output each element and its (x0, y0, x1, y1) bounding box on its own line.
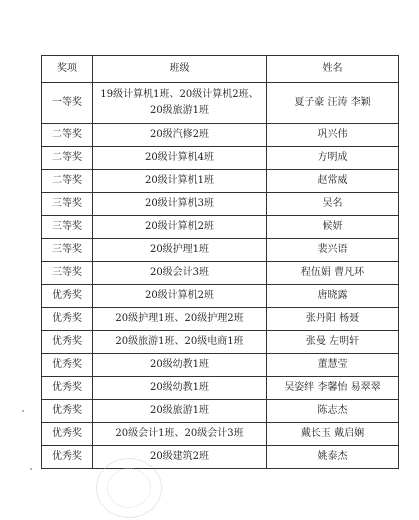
award-cell: 三等奖 (42, 193, 93, 216)
table-row (42, 239, 399, 262)
award-cell: 三等奖 (42, 239, 93, 262)
award-cell: 优秀奖 (42, 354, 93, 377)
award-cell: 二等奖 (42, 124, 93, 147)
award-table (41, 55, 399, 469)
names-cell: 夏子豪 汪涛 李颖 (267, 83, 399, 124)
header-class: 班级 (93, 56, 267, 83)
class-cell: 20级计算机4班 (93, 147, 267, 170)
names-cell: 赵常威 (267, 170, 399, 193)
names-cell: 裴兴语 (267, 239, 399, 262)
award-cell: 三等奖 (42, 216, 93, 239)
award-cell: 三等奖 (42, 262, 93, 285)
names-cell: 程伍娟 曹凡环 (267, 262, 399, 285)
names-cell: 吴名 (267, 193, 399, 216)
header-award: 奖项 (42, 56, 93, 83)
class-cell: 20级旅游1班 (93, 400, 267, 423)
names-cell: 姚泰杰 (267, 446, 399, 469)
faded-seal-stamp (96, 458, 162, 518)
names-cell: 戴长玉 戴启娴 (267, 423, 399, 446)
names-cell: 董慧莹 (267, 354, 399, 377)
names-cell: 张丹阳 杨聂 (267, 308, 399, 331)
table-row (42, 354, 399, 377)
scan-speck (22, 410, 24, 412)
award-cell: 优秀奖 (42, 331, 93, 354)
table-row (42, 285, 399, 308)
names-cell: 方明成 (267, 147, 399, 170)
class-cell: 20级汽修2班 (93, 124, 267, 147)
class-cell: 20级幼教1班 (93, 354, 267, 377)
award-cell: 优秀奖 (42, 308, 93, 331)
class-cell: 20级会计1班、20级会计3班 (93, 423, 267, 446)
header-names: 姓名 (267, 56, 399, 83)
class-cell: 20级计算机2班 (93, 216, 267, 239)
award-cell: 优秀奖 (42, 446, 93, 469)
names-cell: 候妍 (267, 216, 399, 239)
award-cell: 一等奖 (42, 83, 93, 124)
names-cell: 张曼 左明轩 (267, 331, 399, 354)
table-row (42, 170, 399, 193)
class-cell: 20级计算机1班 (93, 170, 267, 193)
table-row (42, 377, 399, 400)
table-row (42, 262, 399, 285)
class-cell: 20级旅游1班、20级电商1班 (93, 331, 267, 354)
award-cell: 二等奖 (42, 170, 93, 193)
table-row (42, 400, 399, 423)
table-row (42, 147, 399, 170)
table-row (42, 216, 399, 239)
class-cell: 20级护理1班、20级护理2班 (93, 308, 267, 331)
class-line: 19级计算机1班、20级计算机2班、 (100, 89, 259, 100)
table-header-row (42, 56, 399, 83)
scan-speck (30, 468, 32, 470)
class-cell: 20级建筑2班 (93, 446, 267, 469)
table-row (42, 331, 399, 354)
table-row (42, 83, 399, 124)
table-row (42, 446, 399, 469)
class-line: 20级旅游1班 (149, 105, 210, 116)
award-cell: 优秀奖 (42, 285, 93, 308)
table-row (42, 423, 399, 446)
table-row (42, 193, 399, 216)
class-cell (93, 83, 267, 124)
class-cell: 20级幼教1班 (93, 377, 267, 400)
table-row (42, 308, 399, 331)
award-cell: 优秀奖 (42, 423, 93, 446)
class-cell: 20级护理1班 (93, 239, 267, 262)
class-cell: 20级会计3班 (93, 262, 267, 285)
class-cell: 20级计算机2班 (93, 285, 267, 308)
award-cell: 二等奖 (42, 147, 93, 170)
award-cell: 优秀奖 (42, 400, 93, 423)
names-cell: 巩兴伟 (267, 124, 399, 147)
names-cell: 吴姿绊 李馨怡 易翠翠 (267, 377, 399, 400)
award-cell: 优秀奖 (42, 377, 93, 400)
names-cell: 唐晓露 (267, 285, 399, 308)
names-cell: 陈志杰 (267, 400, 399, 423)
table-row (42, 124, 399, 147)
class-cell: 20级计算机3班 (93, 193, 267, 216)
